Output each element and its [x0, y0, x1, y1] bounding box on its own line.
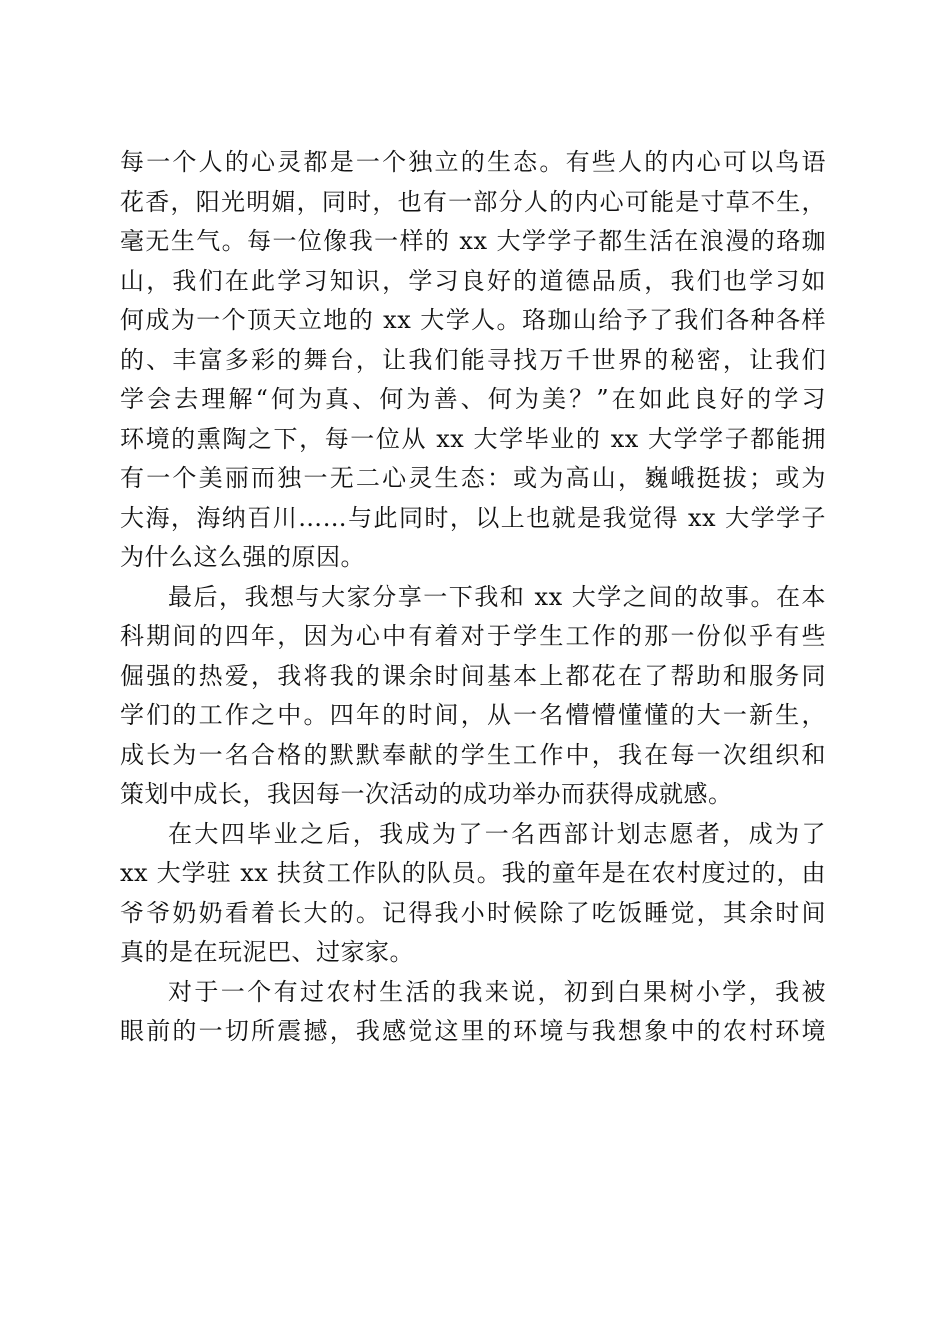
text-line: 学们的工作之中。四年的时间，从一名懵懵懂懂的大一新生，: [120, 701, 826, 729]
text-line: 真的是在玩泥巴、过家家。: [120, 938, 414, 966]
paragraph-2: [120, 578, 826, 815]
text-line: 科期间的四年，因为心中有着对于学生工作的那一份似乎有些: [120, 622, 826, 650]
text-line: 对于一个有过农村生活的我来说，初到白果树小学，我被: [168, 977, 826, 1006]
document-body: [120, 143, 826, 1052]
text-line: 眼前的一切所震撼，我感觉这里的环境与我想象中的农村环境: [120, 1017, 826, 1045]
text-line: 有一个美丽而独一无二心灵生态：或为高山，巍峨挺拔；或为: [120, 464, 826, 492]
paragraph-3: [120, 815, 826, 973]
text-line: 为什么这么强的原因。: [120, 543, 365, 571]
text-line: 的、丰富多彩的舞台，让我们能寻找万千世界的秘密，让我们: [120, 345, 826, 374]
text-line: 成长为一名合格的默默奉献的学生工作中，我在每一次组织和: [120, 740, 826, 769]
text-line: 毫无生气。每一位像我一样的 xx 大学学子都生活在浪漫的珞珈: [120, 227, 826, 255]
text-line: 何成为一个顶天立地的 xx 大学人。珞珈山给予了我们各种各样: [120, 306, 826, 334]
text-line: 爷爷奶奶看着长大的。记得我小时候除了吃饭睡觉，其余时间: [120, 898, 826, 927]
text-line: 学会去理解“何为真、何为善、何为美？”在如此良好的学习: [120, 385, 826, 413]
text-line: 在大四毕业之后，我成为了一名西部计划志愿者，成为了: [168, 819, 826, 848]
text-line: 策划中成长，我因每一次活动的成功举办而获得成就感。: [120, 780, 733, 808]
text-line: 花香，阳光明媚，同时，也有一部分人的内心可能是寸草不生，: [120, 187, 826, 216]
paragraph-1: [120, 143, 826, 578]
text-line: 大海，海纳百川……与此同时，以上也就是我觉得 xx 大学学子: [120, 503, 826, 532]
text-line: 山，我们在此学习知识，学习良好的道德品质，我们也学习如: [120, 266, 826, 295]
text-line: xx 大学驻 xx 扶贫工作队的队员。我的童年是在农村度过的，由: [120, 859, 826, 887]
paragraph-4: [120, 973, 826, 1052]
text-line: 最后，我想与大家分享一下我和 xx 大学之间的故事。在本: [168, 582, 826, 611]
text-line: 倔强的热爱，我将我的课余时间基本上都花在了帮助和服务同: [120, 661, 826, 690]
text-line: 环境的熏陶之下，每一位从 xx 大学毕业的 xx 大学学子都能拥: [120, 424, 826, 453]
text-line: 每一个人的心灵都是一个独立的生态。有些人的内心可以鸟语: [120, 148, 826, 176]
